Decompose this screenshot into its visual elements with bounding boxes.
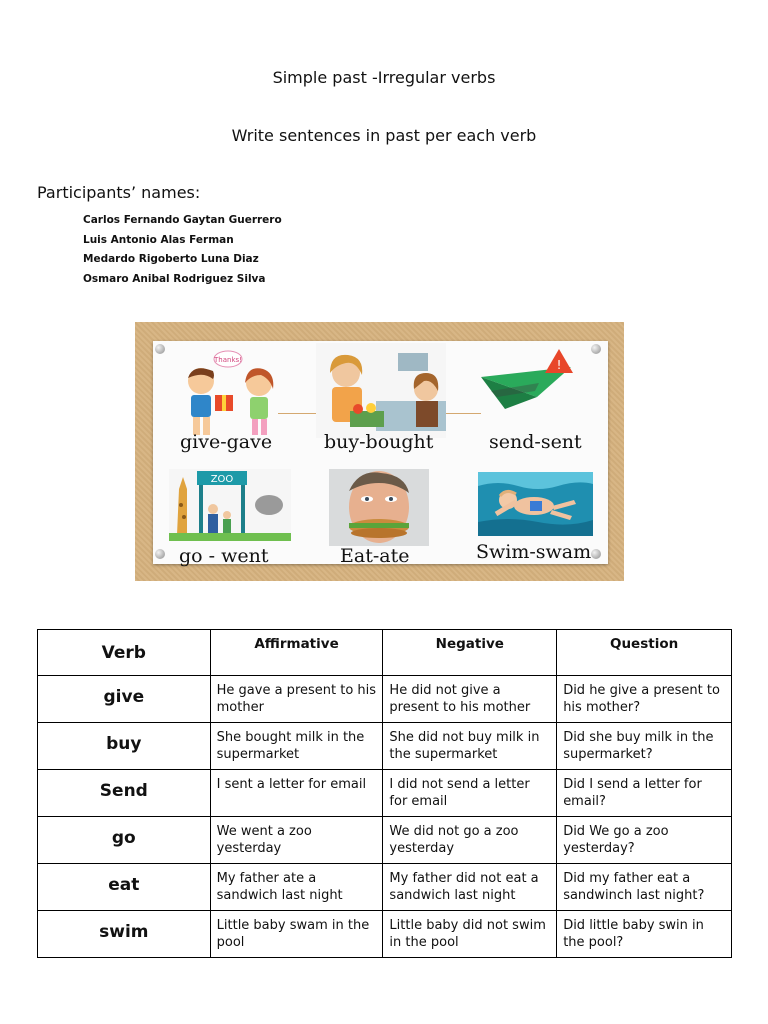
header-question: Question bbox=[557, 630, 732, 676]
verb-cell: swim bbox=[38, 911, 211, 958]
header-verb: Verb bbox=[38, 630, 211, 676]
verbs-table bbox=[37, 629, 732, 958]
negative-cell: I did not send a letter for email bbox=[383, 770, 557, 817]
pin-icon bbox=[591, 344, 601, 354]
question-cell: Did he give a present to his mother? bbox=[557, 676, 732, 723]
question-cell: Did We go a zoo yesterday? bbox=[557, 817, 732, 864]
participant-name: Osmaro Anibal Rodriguez Silva bbox=[83, 272, 266, 285]
caption-swim: Swim-swam bbox=[476, 541, 592, 563]
pin-icon bbox=[155, 549, 165, 559]
participant-name: Luis Antonio Alas Ferman bbox=[83, 233, 234, 246]
table-row bbox=[38, 676, 732, 723]
zoo-sign-text: ZOO bbox=[210, 474, 234, 485]
affirmative-cell: We went a zoo yesterday bbox=[210, 817, 383, 864]
question-cell: Did she buy milk in the supermarket? bbox=[557, 723, 732, 770]
pin-icon bbox=[155, 344, 165, 354]
pin-icon bbox=[591, 549, 601, 559]
question-cell: Did my father eat a sandwinch last night? bbox=[557, 864, 732, 911]
illustration-paper bbox=[153, 341, 608, 567]
affirmative-cell: He gave a present to his mother bbox=[210, 676, 383, 723]
table-row bbox=[38, 864, 732, 911]
participants-heading: Participants’ names: bbox=[37, 183, 201, 202]
send-illustration bbox=[479, 347, 575, 417]
verb-cell: eat bbox=[38, 864, 211, 911]
buy-illustration bbox=[316, 343, 446, 438]
verb-cell: give bbox=[38, 676, 211, 723]
table-row bbox=[38, 817, 732, 864]
speech-bubble-text: Thanks! bbox=[214, 356, 242, 364]
verb-cell: go bbox=[38, 817, 211, 864]
caption-give: give-gave bbox=[180, 431, 273, 453]
affirmative-cell: She bought milk in the supermarket bbox=[210, 723, 383, 770]
irregular-verbs-illustration bbox=[135, 322, 624, 581]
negative-cell: She did not buy milk in the supermarket bbox=[383, 723, 557, 770]
table-header-row bbox=[38, 630, 732, 676]
zoo-illustration bbox=[169, 469, 291, 541]
negative-cell: My father did not eat a sandwich last night bbox=[383, 864, 557, 911]
document-title: Simple past -Irregular verbs bbox=[272, 68, 496, 87]
svg-text:!: ! bbox=[556, 358, 562, 372]
question-cell: Did I send a letter for email? bbox=[557, 770, 732, 817]
participants-list bbox=[83, 211, 282, 289]
negative-cell: Little baby did not swim in the pool bbox=[383, 911, 557, 958]
table-row bbox=[38, 723, 732, 770]
negative-cell: He did not give a present to his mother bbox=[383, 676, 557, 723]
instruction-text: Write sentences in past per each verb bbox=[231, 126, 537, 145]
question-cell: Did little baby swin in the pool? bbox=[557, 911, 732, 958]
affirmative-cell: I sent a letter for email bbox=[210, 770, 383, 817]
header-affirmative: Affirmative bbox=[210, 630, 383, 676]
caption-buy: buy-bought bbox=[324, 431, 434, 453]
header-negative: Negative bbox=[383, 630, 557, 676]
participant-name: Carlos Fernando Gaytan Guerrero bbox=[83, 214, 282, 226]
negative-cell: We did not go a zoo yesterday bbox=[383, 817, 557, 864]
caption-go: go - went bbox=[179, 545, 269, 567]
connector-line bbox=[446, 413, 481, 414]
participant-name: Medardo Rigoberto Luna Diaz bbox=[83, 253, 259, 266]
caption-send: send-sent bbox=[489, 431, 582, 453]
verb-cell: Send bbox=[38, 770, 211, 817]
caption-eat: Eat-ate bbox=[340, 545, 410, 567]
swim-illustration bbox=[478, 472, 593, 536]
table-row bbox=[38, 911, 732, 958]
affirmative-cell: My father ate a sandwich last night bbox=[210, 864, 383, 911]
give-illustration bbox=[175, 345, 285, 437]
eat-illustration bbox=[329, 469, 429, 546]
verb-cell: buy bbox=[38, 723, 211, 770]
table-row bbox=[38, 770, 732, 817]
affirmative-cell: Little baby swam in the pool bbox=[210, 911, 383, 958]
